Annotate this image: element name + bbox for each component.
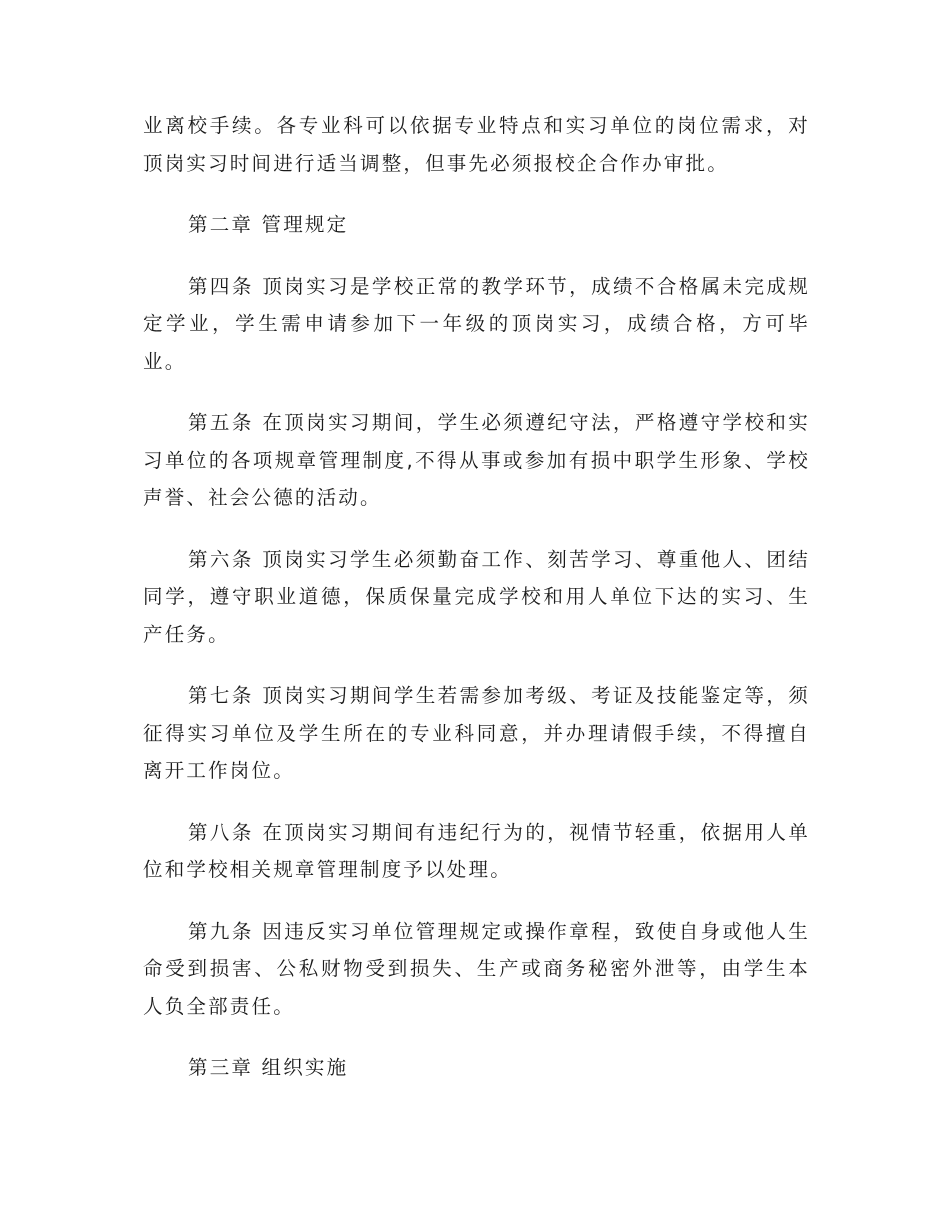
article-7: 第七条 顶岗实习期间学生若需参加考级、考证及技能鉴定等，须征得实习单位及学生所在的专业科同意，并办理请假手续，不得擅自离开工作岗位。 xyxy=(143,684,810,782)
article-5: 第五条 在顶岗实习期间，学生必须遵纪守法，严格遵守学校和实习单位的各项规章管理制度,不得从事或参加有损中职学生形象、学校声誉、社会公德的活动。 xyxy=(143,411,810,509)
chapter-heading-3: 第三章 组织实施 xyxy=(188,1056,349,1079)
article-9: 第九条 因违反实习单位管理规定或操作章程，致使自身或他人生命受到损害、公私财物受到损失、生产或商务秘密外泄等，由学生本人负全部责任。 xyxy=(143,919,810,1018)
article-8: 第八条 在顶岗实习期间有违纪行为的，视情节轻重，依据用人单位和学校相关规章管理制度予以处理。 xyxy=(143,820,810,881)
chapter-heading-2: 第二章 管理规定 xyxy=(188,213,349,236)
article-6: 第六条 顶岗实习学生必须勤奋工作、刻苦学习、尊重他人、团结同学，遵守职业道德，保质保量完成学校和用人单位下达的实习、生产任务。 xyxy=(143,547,810,646)
paragraph-continuation: 业离校手续。各专业科可以依据专业特点和实习单位的岗位需求，对顶岗实习时间进行适当调整，但事先必须报校企合作办审批。 xyxy=(143,114,810,175)
article-4: 第四条 顶岗实习是学校正常的教学环节，成绩不合格属未完成规定学业，学生需申请参加下一年级的顶岗实习，成绩合格，方可毕业。 xyxy=(143,274,810,373)
